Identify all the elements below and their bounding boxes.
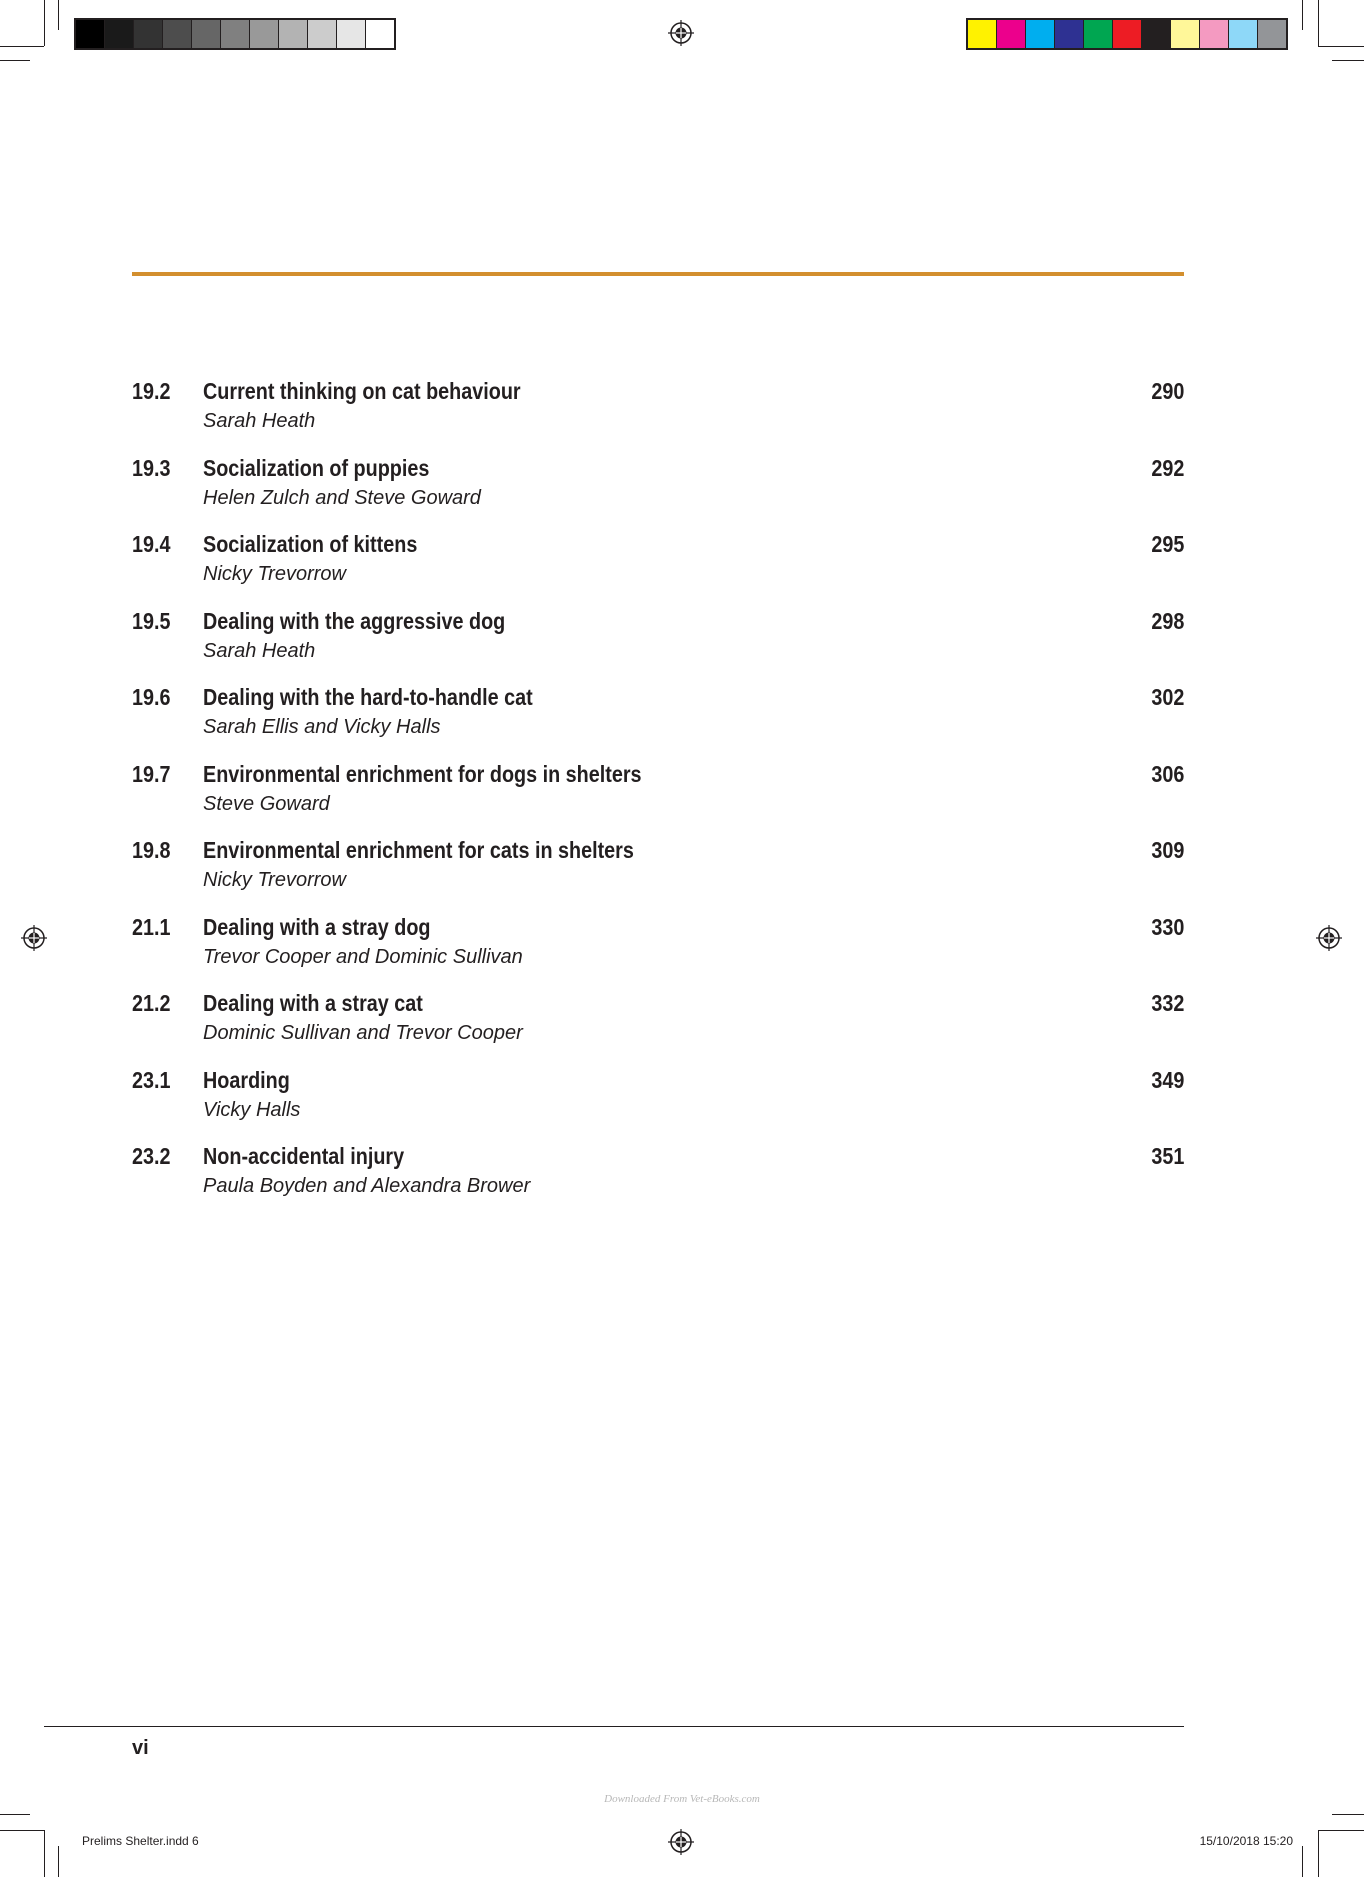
toc-entry[interactable] bbox=[132, 608, 1184, 685]
color-swatch bbox=[366, 20, 394, 48]
crop-mark bbox=[1332, 60, 1364, 61]
color-swatch bbox=[163, 20, 192, 48]
toc-entry-author: Nicky Trevorrow bbox=[203, 869, 346, 891]
toc-entry-title: Socialization of kittens bbox=[203, 531, 418, 557]
toc-entry[interactable] bbox=[132, 1143, 1184, 1220]
toc-entry-number: 19.8 bbox=[132, 837, 171, 863]
registration-mark-icon bbox=[21, 925, 47, 951]
color-swatch bbox=[1055, 20, 1084, 48]
color-swatch bbox=[221, 20, 250, 48]
color-swatch bbox=[1200, 20, 1229, 48]
grey-calibration-bar bbox=[74, 18, 396, 50]
toc-entry-number: 21.2 bbox=[132, 990, 171, 1016]
crop-mark bbox=[1318, 1830, 1319, 1877]
toc-entry-author: Steve Goward bbox=[203, 792, 330, 815]
color-swatch bbox=[105, 20, 134, 48]
table-of-contents bbox=[132, 378, 1184, 1220]
color-swatch bbox=[997, 20, 1026, 48]
toc-entry[interactable] bbox=[132, 837, 1184, 914]
toc-entry-title: Dealing with a stray dog bbox=[203, 913, 431, 940]
crop-mark bbox=[0, 1830, 44, 1831]
color-swatch bbox=[279, 20, 308, 48]
toc-entry[interactable] bbox=[132, 914, 1184, 991]
color-swatch bbox=[76, 20, 105, 48]
color-swatch bbox=[1084, 20, 1113, 48]
slug-file-name: Prelims Shelter.indd 6 bbox=[82, 1834, 199, 1848]
toc-entry-number: 19.7 bbox=[132, 760, 171, 787]
crop-mark bbox=[1302, 0, 1303, 30]
slug-date-time: 15/10/2018 15:20 bbox=[1199, 1834, 1293, 1848]
crop-mark bbox=[44, 1830, 45, 1877]
crop-mark bbox=[0, 60, 30, 61]
toc-entry-title: Dealing with the hard-to-handle cat bbox=[203, 684, 533, 710]
toc-entry-author: Nicky Trevorrow bbox=[203, 563, 346, 585]
crop-mark bbox=[58, 1846, 59, 1877]
toc-entry-number: 19.6 bbox=[132, 684, 171, 710]
toc-entry-author: Vicky Halls bbox=[203, 1098, 301, 1121]
registration-mark-icon bbox=[668, 20, 694, 46]
toc-entry-page: 306 bbox=[1150, 760, 1184, 787]
color-swatch bbox=[1171, 20, 1200, 48]
color-swatch bbox=[308, 20, 337, 48]
toc-entry-page: 330 bbox=[1150, 913, 1184, 940]
toc-entry-number: 19.4 bbox=[132, 531, 171, 557]
color-swatch bbox=[337, 20, 366, 48]
color-swatch bbox=[250, 20, 279, 48]
toc-entry-number: 23.2 bbox=[132, 1143, 171, 1169]
color-swatch bbox=[134, 20, 163, 48]
toc-entry-title: Dealing with a stray cat bbox=[203, 990, 423, 1016]
toc-entry-page: 290 bbox=[1150, 378, 1184, 404]
color-swatch bbox=[192, 20, 221, 48]
toc-entry-page: 351 bbox=[1150, 1143, 1184, 1169]
color-swatch bbox=[1229, 20, 1258, 48]
toc-entry-author: Paula Boyden and Alexandra Brower bbox=[203, 1175, 531, 1197]
crop-mark bbox=[1332, 1814, 1364, 1815]
toc-entry[interactable] bbox=[132, 761, 1184, 838]
color-swatch bbox=[1113, 20, 1142, 48]
toc-entry-author: Trevor Cooper and Dominic Sullivan bbox=[203, 945, 523, 968]
color-swatch bbox=[1258, 20, 1286, 48]
toc-entry-number: 21.1 bbox=[132, 913, 171, 940]
toc-entry-title: Non-accidental injury bbox=[203, 1143, 405, 1169]
color-swatch bbox=[968, 20, 997, 48]
crop-mark bbox=[44, 0, 45, 46]
toc-entry-title: Current thinking on cat behaviour bbox=[203, 378, 521, 404]
toc-entry-page: 298 bbox=[1150, 607, 1184, 634]
color-calibration-bar bbox=[966, 18, 1288, 50]
toc-entry-number: 19.3 bbox=[132, 454, 171, 481]
toc-entry-page: 309 bbox=[1150, 837, 1184, 863]
toc-entry[interactable] bbox=[132, 990, 1184, 1067]
toc-entry-title: Environmental enrichment for cats in shelters bbox=[203, 837, 634, 863]
toc-entry-number: 23.1 bbox=[132, 1066, 171, 1093]
crop-mark bbox=[58, 0, 59, 30]
toc-entry[interactable] bbox=[132, 1067, 1184, 1144]
toc-entry-author: Sarah Heath bbox=[203, 410, 316, 432]
toc-entry[interactable] bbox=[132, 531, 1184, 608]
toc-entry-author: Sarah Heath bbox=[203, 639, 316, 662]
toc-entry-title: Hoarding bbox=[203, 1066, 290, 1093]
page-folio: vi bbox=[132, 1737, 149, 1759]
toc-entry-title: Environmental enrichment for dogs in shelters bbox=[203, 760, 642, 787]
toc-entry-number: 19.5 bbox=[132, 607, 171, 634]
crop-mark bbox=[1318, 1830, 1364, 1831]
toc-entry-title: Socialization of puppies bbox=[203, 454, 430, 481]
toc-entry-author: Sarah Ellis and Vicky Halls bbox=[203, 716, 441, 738]
toc-entry-page: 332 bbox=[1150, 990, 1184, 1016]
registration-mark-icon bbox=[668, 1829, 694, 1855]
toc-entry-page: 349 bbox=[1150, 1066, 1184, 1093]
toc-entry[interactable] bbox=[132, 378, 1184, 455]
color-swatch bbox=[1142, 20, 1171, 48]
toc-entry-page: 292 bbox=[1150, 454, 1184, 481]
toc-entry-author: Dominic Sullivan and Trevor Cooper bbox=[203, 1022, 523, 1044]
toc-entry-title: Dealing with the aggressive dog bbox=[203, 607, 506, 634]
toc-entry[interactable] bbox=[132, 455, 1184, 532]
footer-rule bbox=[44, 1726, 1184, 1727]
registration-mark-icon bbox=[1316, 925, 1342, 951]
toc-entry-page: 302 bbox=[1150, 684, 1184, 710]
toc-entry[interactable] bbox=[132, 684, 1184, 761]
crop-mark bbox=[1318, 0, 1319, 46]
toc-entry-author: Helen Zulch and Steve Goward bbox=[203, 486, 481, 509]
crop-mark bbox=[0, 1814, 30, 1815]
crop-mark bbox=[1318, 46, 1364, 47]
color-swatch bbox=[1026, 20, 1055, 48]
toc-entry-page: 295 bbox=[1150, 531, 1184, 557]
crop-mark bbox=[0, 46, 44, 47]
header-accent-rule bbox=[132, 272, 1184, 276]
crop-mark bbox=[1302, 1846, 1303, 1877]
watermark: Downloaded From Vet-eBooks.com bbox=[604, 1793, 760, 1805]
toc-entry-number: 19.2 bbox=[132, 378, 171, 404]
